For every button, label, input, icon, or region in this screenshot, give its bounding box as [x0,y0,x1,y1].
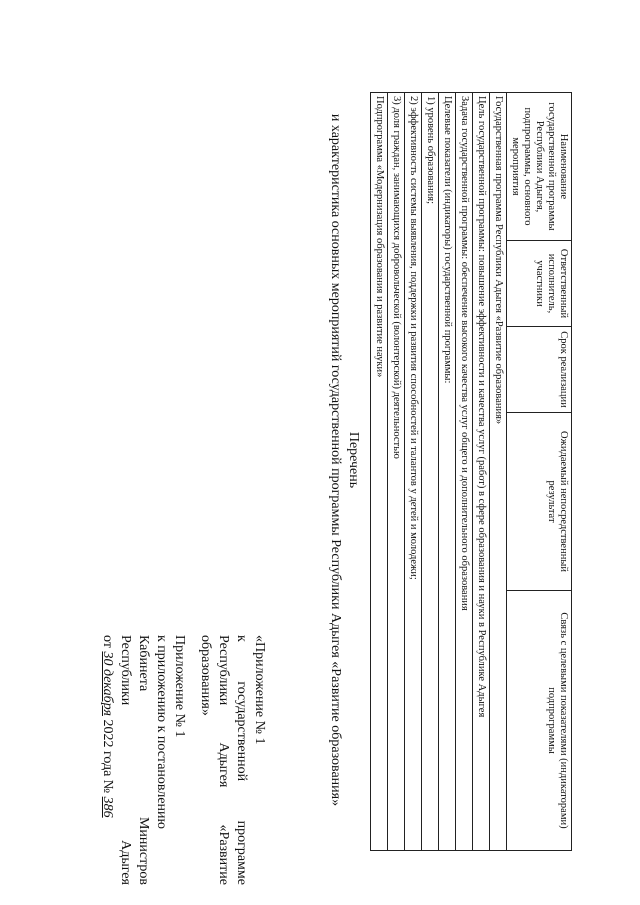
annex-program-header [196,635,268,895]
row-subprogram: Подпрограмма «Модернизация образования и развитие науки» [371,93,388,851]
row-indicator-2: 2) эффективность системы выявления, поддержки и развития способностей и талантов у детей и молодежи; [405,93,422,851]
annex-header [98,635,188,895]
row-indicator-1: 1) уровень образования; [422,93,439,851]
table-row [371,93,388,851]
title-line-1: Перечень [346,431,361,489]
header-cell-period: Срок реализации [507,327,572,413]
measures-table [370,92,572,851]
row-indicator-3: 3) доля граждан, занимающихся добровольческой (волонтерской) деятельностью [388,93,405,851]
row-goal: Цель государственной программы: повышение эффективности и качества услуг (работ) в сфере образования и науки в Республике Адыгея [473,93,490,851]
table-row [490,93,507,851]
table-row [456,93,473,851]
annex2-line-4: образования» [198,635,213,716]
annex-line-2: к приложению к постановлению [154,635,169,829]
table-row [405,93,422,851]
table-row [473,93,490,851]
annex-number: 386 [100,796,115,818]
annex-line-1: Приложение № 1 [172,635,187,738]
header-cell-indicators: Связь с целевыми показателями (индикаторами) подпрограммы [507,591,572,851]
row-indicators-heading: Целевые показатели (индикаторы) государственной программы: [439,93,456,851]
annex-date: 30 декабря [100,651,115,716]
table-row [439,93,456,851]
annex2-line-3: Республики Адыгея «Развитие [216,635,231,885]
table-row [388,93,405,851]
annex2-line-2: к государственной программе [234,635,249,885]
annex-line-5: от 30 декабря 2022 года № 386 [100,635,115,818]
table-header-row [507,93,572,851]
title-line-2: и характеристика основных мероприятий государственной программы Республики Адыгея «Развитие образования» [328,113,343,807]
annex2-line-1: «Приложение № 1 [252,635,267,745]
table-row [422,93,439,851]
header-cell-name: Наименование государственной программы Республики Адыгея, подпрограммы, основного мероприятия [507,93,572,241]
row-task: Задача государственной программы: обеспечение высокого качества услуг общего и дополнительного образования [456,93,473,851]
annex-line-4: Республики Адыгея [118,635,133,885]
annex-line-3: Кабинета Министров [136,635,151,885]
header-cell-result: Ожидаемый непосредственный результат [507,413,572,591]
row-program: Государственная программа Республики Адыгея «Развитие образования» [490,93,507,851]
header-cell-executor: Ответственный исполнитель, участники [507,241,572,327]
document-title [326,60,362,860]
